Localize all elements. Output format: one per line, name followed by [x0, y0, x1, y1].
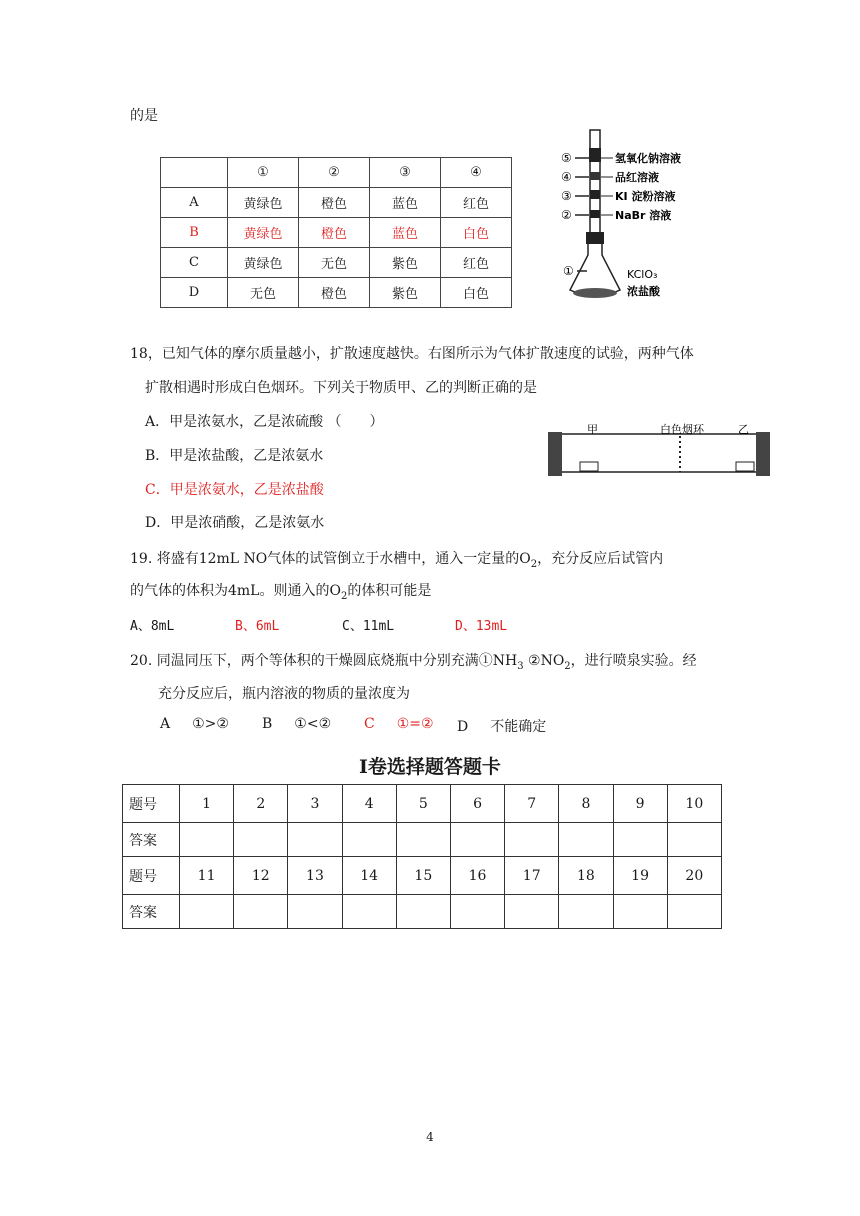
answer-card-title: Ⅰ卷选择题答题卡: [359, 756, 501, 778]
card-answer-cell[interactable]: [559, 823, 613, 857]
card-question-number: 15: [396, 857, 450, 895]
card-question-number: 14: [342, 857, 396, 895]
apparatus-label-number: ④: [561, 170, 572, 184]
card-answer-cell[interactable]: [613, 895, 667, 929]
color-table-row: [161, 188, 512, 218]
card-answer-cell[interactable]: [342, 895, 396, 929]
card-row-label: 题号: [123, 785, 180, 823]
color-table: [160, 157, 512, 308]
card-question-number: 4: [342, 785, 396, 823]
card-answer-cell[interactable]: [505, 823, 559, 857]
color-table-cell: 红色: [441, 188, 512, 218]
card-answer-cell[interactable]: [450, 895, 504, 929]
apparatus-label-text: NaBr 溶液: [615, 209, 672, 222]
color-table-cell: B: [161, 218, 228, 248]
card-question-number: 8: [559, 785, 613, 823]
q20-option-text: ①=②: [396, 716, 434, 732]
card-answer-cell[interactable]: [667, 823, 721, 857]
color-table-header-cell: ④: [441, 158, 512, 188]
card-answer-cell[interactable]: [667, 895, 721, 929]
card-question-number: 9: [613, 785, 667, 823]
color-table-row: [161, 218, 512, 248]
q18-option: A．甲是浓氨水，乙是浓硫酸 （ ）: [145, 414, 384, 430]
q18-option: C．甲是浓氨水，乙是浓盐酸: [145, 482, 324, 498]
card-question-number: 13: [288, 857, 342, 895]
apparatus-label-number: ③: [561, 189, 572, 203]
card-row-label: 题号: [123, 857, 180, 895]
label-smoke-ring: 白色烟环: [660, 423, 704, 436]
color-table-cell: 无色: [228, 278, 299, 308]
card-question-number: 2: [234, 785, 288, 823]
card-answer-cell[interactable]: [396, 823, 450, 857]
q20-option-letter: A: [160, 716, 171, 732]
color-table-cell: 蓝色: [370, 188, 441, 218]
label-yi: 乙: [738, 423, 749, 436]
answer-card-table: [122, 784, 722, 929]
color-table-cell: 紫色: [370, 278, 441, 308]
color-table-cell: 紫色: [370, 248, 441, 278]
q19-line2: 的气体的体积为4mL。则通入的$O_2$的体积可能是: [130, 583, 432, 602]
color-table-header-cell: ③: [370, 158, 441, 188]
card-answer-cell[interactable]: [613, 823, 667, 857]
card-question-number: 7: [505, 785, 559, 823]
color-table-cell: 蓝色: [370, 218, 441, 248]
q20-option-letter: D: [457, 719, 469, 735]
card-question-number: 12: [234, 857, 288, 895]
card-question-number: 18: [559, 857, 613, 895]
q20-option-text: 不能确定: [490, 719, 547, 735]
card-question-number: 5: [396, 785, 450, 823]
color-table-cell: 黄绿色: [228, 188, 299, 218]
q20-option-text: ①>②: [192, 716, 229, 732]
card-answer-cell[interactable]: [396, 895, 450, 929]
q19-option: B、6mL: [235, 619, 280, 634]
q20-option: [160, 716, 229, 732]
card-answer-cell[interactable]: [559, 895, 613, 929]
apparatus-label-number: ②: [561, 208, 572, 222]
card-row-label: 答案: [123, 895, 180, 929]
card-answer-cell[interactable]: [342, 823, 396, 857]
card-question-number: 1: [180, 785, 234, 823]
card-question-number: 17: [505, 857, 559, 895]
apparatus-label-number: ①: [563, 264, 574, 278]
card-answer-cell[interactable]: [288, 895, 342, 929]
q18-line1: 18，已知气体的摩尔质量越小，扩散速度越快。右图所示为气体扩散速度的试验，两种气体: [130, 346, 694, 362]
color-table-cell: 红色: [441, 248, 512, 278]
color-table-cell: 橙色: [299, 278, 370, 308]
apparatus-label-text: 氢氧化钠溶液: [615, 152, 681, 165]
q20-line1: 20. 同温同压下，两个等体积的干燥圆底烧瓶中分别充满$①NH_3$ $②NO_2$，进行喷泉实验。经: [130, 653, 697, 672]
card-question-number: 20: [667, 857, 721, 895]
q19-option: D、13mL: [455, 619, 508, 634]
q18-option: B．甲是浓盐酸，乙是浓氨水: [145, 448, 324, 464]
card-question-number: 3: [288, 785, 342, 823]
q20-option: [364, 716, 434, 732]
color-table-row: [161, 278, 512, 308]
color-table-cell: A: [161, 188, 228, 218]
card-answer-row: [123, 823, 722, 857]
apparatus-label-text: KI 淀粉溶液: [615, 190, 676, 203]
reagent-hcl: 浓盐酸: [627, 285, 660, 298]
reagent-kclo3: KClO₃: [627, 268, 658, 281]
chlorine-apparatus-diagram: [555, 130, 705, 315]
apparatus-label-number: ⑤: [561, 151, 572, 165]
diffusion-tube-diagram: [548, 420, 770, 478]
q20-option-letter: B: [262, 716, 273, 732]
q19-line1: 19. 将盛有12mL NO气体的试管倒立于水槽中，通入一定量的$O_2$，充分反应后试管内: [130, 551, 664, 570]
color-table-cell: 黄绿色: [228, 248, 299, 278]
q20-line2: 充分反应后，瓶内溶液的物质的量浓度为: [158, 686, 410, 702]
card-answer-cell[interactable]: [505, 895, 559, 929]
card-answer-cell[interactable]: [180, 895, 234, 929]
color-table-header-cell: ②: [299, 158, 370, 188]
color-table-header-cell: ①: [228, 158, 299, 188]
q18-option: D．甲是浓硝酸，乙是浓氨水: [145, 515, 325, 531]
intro-text: 的是: [130, 108, 158, 124]
card-answer-cell[interactable]: [180, 823, 234, 857]
label-jia: 甲: [587, 423, 598, 436]
card-answer-row: [123, 895, 722, 929]
card-question-number: 6: [450, 785, 504, 823]
card-answer-cell[interactable]: [288, 823, 342, 857]
color-table-row: [161, 248, 512, 278]
page-number: 4: [426, 1130, 434, 1144]
color-table-cell: 无色: [299, 248, 370, 278]
color-table-header: [161, 158, 512, 188]
q18-line2: 扩散相遇时形成白色烟环。下列关于物质甲、乙的判断正确的是: [145, 380, 537, 396]
q20-option-letter: C: [364, 716, 375, 732]
color-table-header-cell: [161, 158, 228, 188]
card-number-row: [123, 785, 722, 823]
color-table-cell: 橙色: [299, 188, 370, 218]
apparatus-label-text: 品红溶液: [615, 171, 659, 184]
q19-option: A、8mL: [130, 619, 175, 634]
card-number-row: [123, 857, 722, 895]
color-table-cell: 白色: [441, 278, 512, 308]
color-table-cell: C: [161, 248, 228, 278]
q20-option: [457, 716, 546, 736]
q20-option-text: ①<②: [294, 716, 332, 732]
card-answer-cell[interactable]: [234, 823, 288, 857]
card-question-number: 11: [180, 857, 234, 895]
card-answer-cell[interactable]: [450, 823, 504, 857]
color-table-cell: 橙色: [299, 218, 370, 248]
card-question-number: 19: [613, 857, 667, 895]
card-row-label: 答案: [123, 823, 180, 857]
q20-option: [262, 716, 331, 732]
card-question-number: 10: [667, 785, 721, 823]
card-answer-cell[interactable]: [234, 895, 288, 929]
q19-option: C、11mL: [342, 619, 395, 634]
color-table-cell: D: [161, 278, 228, 308]
card-question-number: 16: [450, 857, 504, 895]
color-table-cell: 黄绿色: [228, 218, 299, 248]
color-table-cell: 白色: [441, 218, 512, 248]
